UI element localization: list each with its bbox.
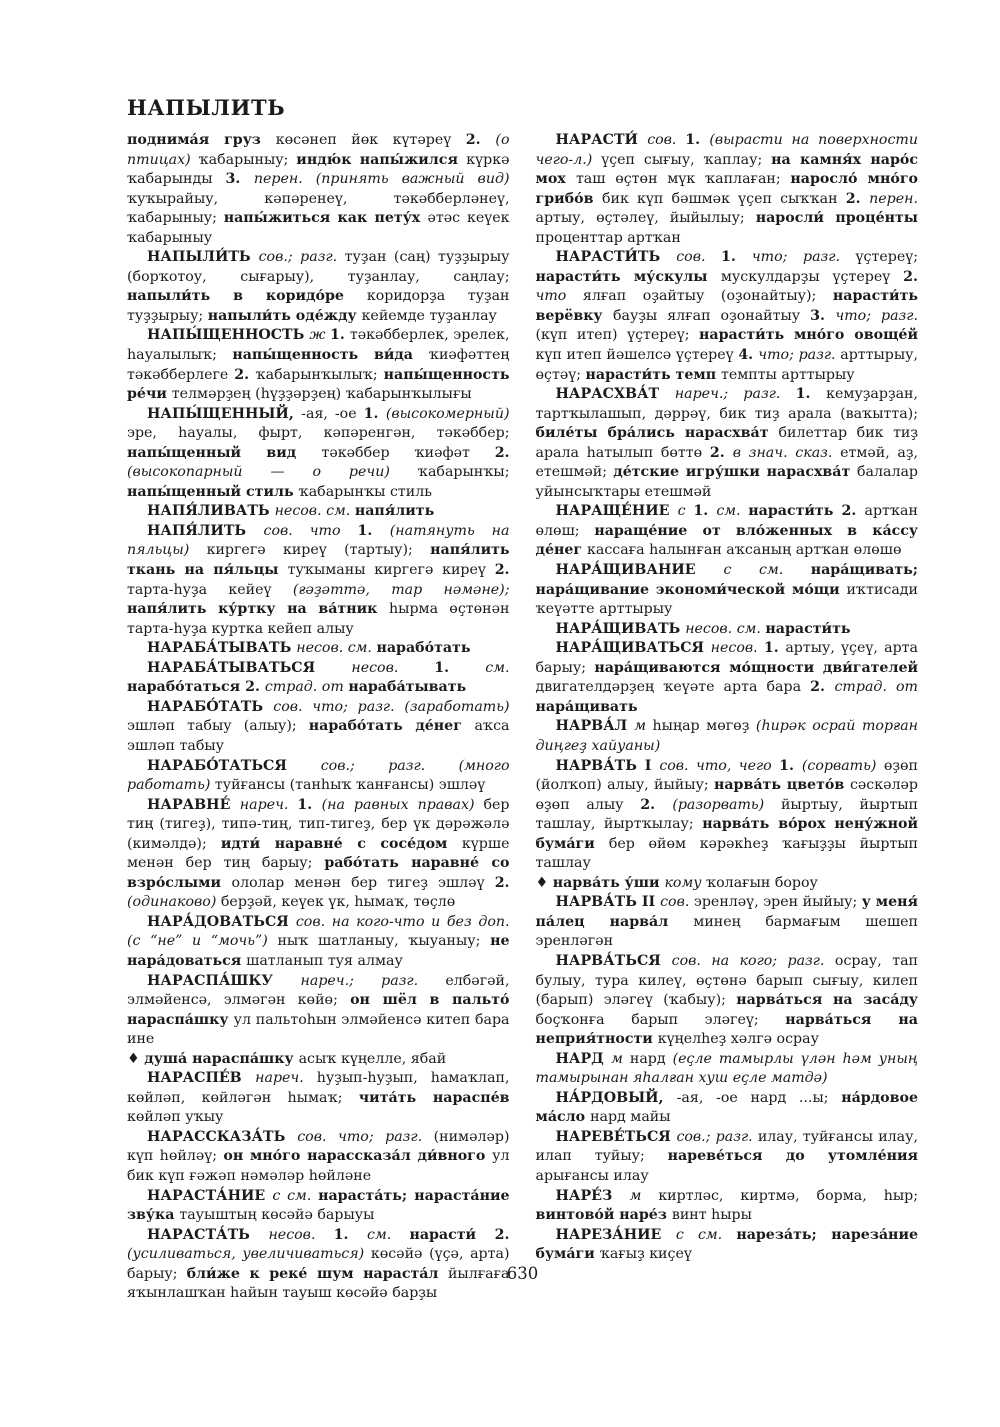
text-segment: идти́ наравне́ с сосе́дом [220,835,462,852]
text-segment: балалар уйынсыҡтары етешмәй [535,464,918,500]
text-segment: нареч. [255,1070,317,1087]
text-segment: НАРАСТА́НИЕ [147,1187,273,1204]
text-segment: НАРЕЗА́НИЕ [555,1226,676,1243]
text-segment: ҡағыҙ киҫеү [599,1246,692,1263]
text-segment: НА́РДОВЫЙ, [555,1089,677,1106]
text-segment: асыҡ күңелле, ябай [298,1050,447,1067]
text-segment: темпты арттырыу [721,366,855,383]
text-segment: тарта-һуҙа кейеү [127,581,293,598]
text-segment: напыли́ть в коридо́ре [127,288,367,305]
text-segment: артҡан өлөш; [535,503,918,539]
text-segment: нарасти́ть [765,620,851,637]
text-segment: (высокопарный — о речи) [127,464,418,481]
text-segment: бик күп бәшмәк үҫеп сыҡҡан [602,190,846,207]
text-segment: НАРВА́ТЬ II [555,894,661,911]
text-segment: сәскәләр өҙөп алыу [535,777,918,813]
dictionary-entry [127,659,510,698]
text-segment: көйләп уҡыу [127,1109,224,1126]
text-segment: ♦ [535,874,553,891]
text-segment: нарабо́тать [376,640,471,657]
text-segment: -ая, -ое [301,405,364,422]
text-segment: м [611,1050,630,1067]
dictionary-entry [536,561,919,620]
text-segment: что; разг. [751,249,856,266]
text-segment: туҙан (саң) туҙҙырыу (борҡотоу, сығарыу), туҙанлау, саңлау; [127,249,510,285]
text-segment: рабо́тать наравне́ со взро́слыми [127,855,510,891]
text-segment: несов. [710,640,764,657]
text-segment: көсәнеп йөк күтәреү [275,132,466,148]
text-segment: ололар менән бер тигеҙ эшләү [231,874,495,891]
column-right [536,131,919,1304]
text-segment: напы́щенный стиль [127,483,299,500]
dictionary-entry [536,874,919,894]
text-segment: 2. [810,679,835,696]
text-segment: см. [716,503,749,520]
text-segment: с [677,503,694,520]
text-segment: эшләп табыу (алыу); [127,718,309,735]
text-segment: сов.; разг. (много работать) [127,757,510,794]
text-segment: 1. [297,796,322,813]
text-segment: (натянуть на пяльцы) [127,522,510,559]
text-segment: бли́же к реке́ шум нараста́л [186,1265,448,1282]
text-segment: 1. [763,640,786,657]
dictionary-entry [536,385,919,502]
text-segment: тәкәббер ҡиәфәт [321,444,495,461]
text-segment: напыли́ть оде́жду [207,307,362,324]
text-segment: винтово́й наре́з [535,1207,672,1224]
text-segment: ҡиәфәттең тәкәбберлеге [127,347,510,383]
text-segment: нареве́ться до утомле́ния [667,1148,918,1165]
text-segment: елбәгәй, элмәйенсә, элмәгән көйө; [127,972,510,1009]
text-segment: бер өйөм кәрәкһеҙ ҡағыҙҙы йыртып ташлау [535,835,918,872]
dictionary-entry [536,757,919,874]
text-segment: де́тские игру́шки нарасхва́т [613,464,857,481]
text-segment: киргегә киреү (тартыу); [206,542,431,559]
text-segment: таш өҫтөн мүк ҡаплаған; [575,171,791,188]
text-segment: үҫтереү; [855,249,919,266]
text-segment: чита́ть нараспе́в [358,1089,510,1106]
text-segment: нараста́ть; нараста́ние зву́ка [127,1187,510,1224]
text-segment: нарва́ться на заса́ду [736,992,918,1009]
running-head: НАПЫЛИТЬ [127,95,286,120]
text-segment: арттырыу, өҫтәү; [535,347,918,383]
text-segment: ул пальтоһын элмәйенсә китеп бара ине [127,1011,510,1048]
text-segment: НАРАЩЕ́НИЕ [555,503,678,520]
text-segment: винт һыры [671,1207,752,1224]
text-segment: 1. [779,757,802,774]
text-segment: НАРАБО́ТАТЬСЯ [147,757,321,774]
text-segment: см. [367,1226,410,1243]
text-segment: ҡабарынҡы; [417,464,510,481]
text-segment: тауыштың көсәйә барыуы [179,1207,375,1224]
text-segment: киртләс, киртмә, борма, һыр; [658,1187,918,1204]
text-segment: 1. [685,132,710,148]
text-segment: йыртыу, йыртып ташлау, йыртҡылау; [535,796,918,833]
text-segment: үҫеп сығыу, ҡаплау; [601,151,772,168]
dictionary-entry [127,698,510,757]
text-segment: 2. [845,190,870,207]
text-segment: перен. (принять важный вид) [253,171,510,188]
dictionary-entry [127,972,510,1050]
text-segment: сов. на кого-что и без доп. (с “не” и “мочь”) [127,913,510,950]
text-segment: 1. [357,522,390,539]
dictionary-entry [536,131,919,248]
text-segment: с см. [675,1226,737,1243]
text-segment: напы́щенность ре́чи [127,366,510,403]
text-segment: артыу, үҫеү, арта барыу; [535,640,918,676]
text-segment: туҡыманы киргегә киреү [287,562,495,579]
text-segment: НАРАВНЕ́ [147,796,240,813]
text-segment: нара́щиваются мо́щности дви́гателей [594,659,919,676]
text-segment: 1. [330,327,350,344]
text-segment: в знач. сказ. [732,444,841,461]
dictionary-entry [127,405,510,503]
text-segment: етмәй, аҙ, етешмәй; [535,444,918,481]
text-segment: напя́лить [354,503,435,520]
text-segment: эренләү, эрен йыйыу; [693,894,862,911]
text-segment: осрау, тап булыу, тура килеү, өҫтөнә барып сығыу, килеп (барып) эләгеү (ҡабыу); [535,952,918,1009]
text-segment: сов. что, чего [659,757,780,774]
text-segment: кейемде туҙанлау [361,307,497,324]
text-segment: НАРЕ́З [555,1187,630,1204]
dictionary-entry [127,1128,510,1187]
text-segment: НАРА́ДОВАТЬСЯ [147,913,296,930]
text-segment: ж [309,327,331,344]
text-segment: нарасти́ть темп [585,366,722,383]
text-segment: он шёл в пальто́ нараспа́шку [127,992,510,1028]
text-segment: НАРАССКАЗА́ТЬ [147,1128,298,1145]
text-segment: нарасти́ть верёвку [535,288,918,324]
text-segment: 1. [721,249,752,266]
text-segment: что [535,288,583,305]
text-segment: перен. [869,190,918,207]
text-segment: сов. [676,249,722,266]
text-segment: нареч. [239,796,298,813]
dictionary-entry [536,952,919,1050]
text-segment: 1. [363,405,386,422]
text-segment: двигателдәрҙең ҡеүәте арта бара [535,679,811,696]
text-segment: (нимәләр) күп һөйләү; [127,1128,510,1165]
dictionary-entry [536,639,919,717]
text-segment: нард майы [590,1109,671,1126]
text-segment: НАПЫЛИ́ТЬ [147,249,259,266]
text-segment: ул бик күп ғәжәп нәмәләр һөйләне [127,1148,510,1184]
dictionary-entry [536,620,919,640]
text-segment: он мно́го нарассказа́л ди́вного [223,1148,493,1165]
text-segment: кассаға һалынған аҡсаның артҡан өлөшө [587,542,902,559]
text-segment: нара́щивать; нара́щивание экономи́ческой мо́щи [535,562,919,598]
text-segment: у меня́ па́лец нарва́л [535,894,919,930]
text-segment: что; разг. [835,307,918,324]
text-segment: боҫҡонға барып эләгеү; [535,1011,786,1028]
text-segment: (сорвать) [801,757,884,774]
text-segment: нарасти́ть му́скулы [535,268,721,285]
text-segment: билеттар бик тиҙ арала һатылып бөттө [535,425,918,461]
text-segment: НАРА́ЩИВАНИЕ [555,562,724,579]
text-segment: что; разг. [758,347,841,364]
text-segment: напы́щенный вид [127,444,322,461]
text-segment: ҡуҡырайыу, кәпәренеү, тәкәбберләнеү, ҡабарыныу; [127,190,510,227]
text-segment: нард [629,1050,673,1067]
text-segment: берҙәй, кеүек үк, һымаҡ, төҫлө [220,894,456,911]
text-segment: бауҙы ялғап оҙонайтыу [612,307,811,324]
text-segment: НАРД [555,1050,612,1067]
text-segment: (һирәк осрай торған диңгеҙ хайуаны) [535,718,918,754]
text-segment: нарва́ть у́ши [552,874,665,891]
text-segment: нарасти́ть 2. [748,503,865,520]
text-segment: өҙөп (йолҡоп) алыу, йыйыу; [535,757,918,794]
text-segment: сов.; разг. [676,1128,758,1145]
text-segment: наросли́ проце́нты [755,210,918,227]
text-segment: нарва́ть во́рох нену́жной бума́ги [535,816,918,852]
text-segment: (на равных правах) [321,796,484,813]
text-segment: 2. [465,132,496,148]
text-segment: НАРАСТА́ТЬ [147,1226,269,1243]
text-segment: ныҡ шатланыу, ҡыуаныу; [277,933,491,950]
text-segment: бер тиң (тигеҙ), типә-тиң, тип-тигеҙ, бер үк дәрәжәлә (кимәлдә); [127,796,510,852]
text-segment: илау, туйғансы илау, илап туйыу; [535,1128,918,1165]
text-segment: 2. [234,366,256,383]
dictionary-entry [127,1069,510,1128]
text-segment: аҡса эшләп табыу [127,718,510,754]
text-segment: НАПЯ́ЛИТЬ [147,522,264,539]
dictionary-entry [127,913,510,972]
text-segment: (высокомерный) [385,405,510,422]
text-segment: биле́ты бра́лись нарасхва́т [535,425,779,442]
dictionary-entry [127,1050,510,1070]
text-segment: НАРЕВЕ́ТЬСЯ [555,1128,677,1145]
dictionary-entry [536,1050,919,1089]
text-segment: һырма өҫтөнән тарта-һуҙа куртка кейеп алыу [127,601,510,637]
text-segment: нарва́ться на неприя́тности [535,1011,919,1048]
text-segment: НАРВА́Л [555,718,635,735]
dictionary-entry [536,717,919,756]
text-segment: НАРАБА́ТЫВАТЬ [147,640,297,657]
text-columns [127,131,918,1304]
text-segment: нарасти́ть мно́го овоще́й [699,327,918,344]
text-segment: (о птицах) [127,132,510,168]
text-segment: с см. [272,1187,319,1204]
text-segment: -ая, -ое нард ...ы; [676,1089,842,1106]
text-segment: НАРВА́ТЬСЯ [555,952,672,969]
text-segment: 3. [225,171,254,188]
text-segment: НАПЫ́ЩЕННОСТЬ [147,327,310,344]
text-segment: кемуҙарҙан, тартҡылашып, дәррәү, бик тиҙ арала (ваҡытта); [535,386,918,422]
text-segment: ҡолағын бороу [705,874,818,891]
dictionary-entry [127,639,510,659]
dictionary-entry [536,893,919,952]
text-segment: поднима́я груз [127,132,276,148]
dictionary-entry [127,1187,510,1226]
text-segment: сов. [660,894,694,911]
text-segment: ҡабарынҡылыҡ; [255,366,384,383]
text-segment: 4. [738,347,759,364]
text-segment: күңелһеҙ хәлгә осрау [657,1031,819,1048]
text-segment: иҡтисади ҡеүәтте арттырыу [535,581,918,618]
text-segment: ялғап оҙайтыу (оҙонайтыу); [582,288,833,305]
text-segment: с см. [723,562,811,579]
text-segment: 3. [810,307,836,324]
text-segment: (еҫле тамырлы үлән һәм уның тамырынан яһалған хуш еҫле матдә) [535,1050,919,1087]
text-segment: нареч.; разг. [300,972,446,989]
dictionary-entry [127,757,510,796]
text-segment: нареза́ть; нареза́ние бума́ги [535,1226,918,1263]
text-segment: телмәрҙең (һүҙҙәрҙең) ҡабарынҡылығы [171,386,472,403]
text-segment: НАРВА́ТЬ I [555,757,660,774]
text-segment: напя́лить ку́ртку на ва́тник [127,601,390,618]
dictionary-entry [127,796,510,913]
text-segment: тәкәбберлек, эрелек, һауалылыҡ; [127,327,510,364]
text-segment: нараба́тывать [348,679,467,696]
text-segment: напя́лить ткань на пя́льцы [127,542,510,579]
text-segment: 2. [494,874,510,891]
text-segment: 2. [494,562,510,579]
text-segment: әтәс кеүек ҡабарыныу [127,210,510,246]
text-segment: сов. что; разг. (заработать) [273,698,510,715]
text-segment: ҡабарынҡы стиль [298,483,432,500]
text-segment: НАРА́ЩИВАТЬ [555,620,686,637]
dictionary-entry [536,1226,919,1265]
text-segment: нарва́ть цвето́в [713,777,850,794]
dictionary-entry [536,1128,919,1187]
text-segment: наросло́ мно́го грибо́в [535,171,918,207]
text-segment: НАРАСХВА́Т [555,386,675,403]
text-segment: 1. [795,386,827,403]
text-segment: коридорҙа туҙан туҙҙырыу; [127,288,510,324]
text-segment: страд. от [834,679,918,696]
text-segment: эре, һауалы, фырт, кәпәренгән, тәкәббер; [127,425,510,442]
text-segment: 1. [693,503,717,520]
text-segment: см. [485,659,510,676]
text-segment: несов. см. [296,640,377,657]
text-segment: НАПЯ́ЛИВАТЬ [147,503,275,520]
text-segment: (усиливаться, увеличиваться) [127,1246,371,1263]
text-segment: нарабо́таться 2. [127,679,265,696]
text-segment: 2. [903,268,918,285]
text-segment: мускулдарҙы үҫтереү [720,268,904,285]
text-segment: НАРАБА́ТЫВАТЬСЯ [147,659,352,676]
text-segment: на́рдовое ма́сло [535,1089,918,1126]
text-segment: күркә ҡабарынды [127,151,510,188]
text-segment: 2. [494,444,510,461]
dictionary-entry [127,522,510,639]
dictionary-entry [127,248,510,326]
text-segment: несов. [268,1226,334,1243]
text-segment: сов. на кого; разг. [671,952,835,969]
text-segment: м [629,1187,659,1204]
text-segment: йылғаға яҡынлашҡан һайын тауыш көсәйә барҙы [127,1265,510,1302]
text-segment: напы́житься как пету́х [223,210,428,227]
text-segment: нареч.; разг. [674,386,796,403]
text-segment: минең бармағым шешеп эренләгән [535,913,918,950]
text-segment: сов. [647,132,686,148]
text-segment: (күп итеп) үҫтереү; [535,327,700,344]
text-segment: (одинаково) [127,894,221,911]
text-segment: страд. от [264,679,349,696]
text-segment: НАРАСТИ́ТЬ [555,249,677,266]
text-segment: не нара́доваться [127,933,510,969]
text-segment: нарасти́ 2. [409,1226,510,1243]
text-segment: НАРАБО́ТАТЬ [147,698,274,715]
text-segment: ♦ [127,1050,145,1067]
text-segment: (разорвать) [672,796,781,813]
text-segment: туйғансы (танһыҡ ҡанғансы) эшләү [214,777,486,794]
text-segment: ҡабарыныу; [198,151,297,168]
text-segment: м [634,718,653,735]
text-segment: көсәйә (үҫә, арта) барыу; [127,1246,510,1282]
text-segment: (ғәҙәттә, тар нәмәне); [292,581,510,598]
text-segment: сов. что [263,522,358,539]
dictionary-entry [536,248,919,385]
dictionary-entry [536,1187,919,1226]
text-segment: индю́к напы́жился [296,151,467,168]
text-segment: сов.; разг. [258,249,345,266]
text-segment: НАРА́ЩИВАТЬСЯ [555,640,711,657]
text-segment: (вырасти на поверхности чего-л.) [535,132,918,168]
dictionary-entry [536,502,919,561]
text-segment: артыу, өҫтәлеү, йыйылыу; [535,210,756,227]
text-segment: 1. [333,1226,368,1243]
dictionary-entry [536,1089,919,1128]
text-segment: НАРАСТИ́ [555,132,648,148]
text-segment: сов. что; разг. [297,1128,434,1145]
text-segment: һуҙып-һуҙып, һамаҡлап, көйләп, көйләгән һымаҡ; [127,1070,510,1106]
text-segment: несов. [351,659,435,676]
column-left [127,131,510,1304]
text-segment: нарабо́тать де́нег [308,718,475,735]
text-segment: несов. см. [274,503,355,520]
text-segment: НАРАСПЕ́В [147,1070,256,1087]
text-segment: арығансы илау [535,1167,649,1184]
text-segment: һыңар мөгөҙ [652,718,756,735]
text-segment: күрше менән бер тиң барыу; [127,835,510,872]
text-segment: НАРАСПА́ШКУ [147,972,301,989]
dictionary-entry [127,502,510,522]
text-segment: напы́щенность ви́да [232,347,429,364]
text-segment: күп итеп йәшелсә үҫтереү [535,347,739,364]
text-segment: НАПЫ́ЩЕННЫЙ, [147,405,302,422]
text-segment: на камня́х наро́с мох [535,151,918,188]
text-segment: нараще́ние от вло́женных в ка́ссу де́нег [535,522,919,559]
text-segment: шатланып туя алмау [246,952,403,969]
text-segment: нара́щивать [535,698,638,715]
text-segment: душа́ нараспа́шку [144,1050,299,1067]
dictionary-entry [127,326,510,404]
text-segment: кому [664,874,706,891]
text-segment: несов. см. [685,620,766,637]
text-segment: 1. [434,659,486,676]
text-segment: 2. [640,796,673,813]
page-number: 630 [506,1264,539,1283]
dictionary-entry [127,131,510,248]
text-segment: проценттар артҡан [535,229,681,246]
text-segment: 2. [709,444,733,461]
